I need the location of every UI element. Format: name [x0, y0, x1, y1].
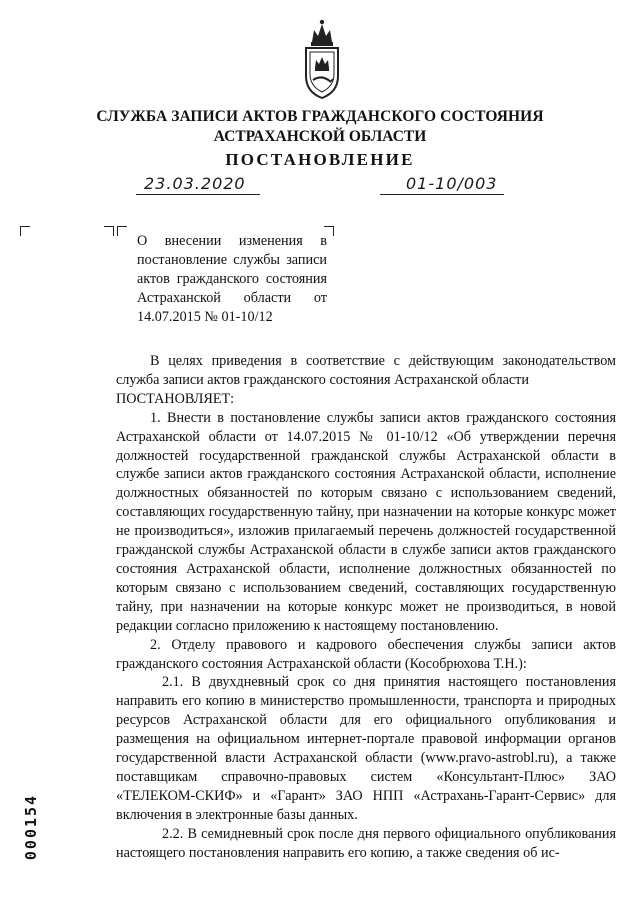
document-subject: О внесении изменения в постановление службы записи актов гражданского состояния Астраханской области от 14.07.2015 № 01-10/12	[137, 233, 327, 325]
handwritten-date: 23.03.2020	[144, 174, 246, 193]
corner-mark	[117, 226, 127, 236]
clause-2-paragraph: 2. Отделу правового и кадрового обеспечения службы записи актов гражданского состояния Астраханской области (Кособрюхова Т.Н.):	[116, 636, 616, 672]
preamble-paragraph: В целях приведения в соответствие с действующим законодательством служба записи актов гражданского состояния Астраханской области	[116, 353, 616, 388]
serial-number-stamp	[6, 792, 56, 862]
coat-of-arms-emblem	[300, 16, 344, 100]
clause-2-1-paragraph: 2.1. В двухдневный срок со дня принятия настоящего постановления направить его копию в министерство промышленности, транспорта и природных ресурсов Астраханской области для его официального опубликования и размещения на официальном интернет-портале правовой информации органов государственной власти Астраханской области (www.pravo-astrobl.ru), а также поставщикам справочно-правовых систем «Консультант-Плюс» ЗАО «ТЕЛЕКОМ-СКИФ» и «Гарант» ЗАО НПП «Астрахань-Гарант-Сервис» для включения в электронные базы данных.	[116, 674, 616, 823]
document-body	[116, 352, 616, 862]
number-field	[380, 172, 504, 195]
clause-1-paragraph: 1. Внести в постановление службы записи актов гражданского состояния Астраханской области от 14.07.2015 № 01-10/12 «Об утверждении перечня должностей государственной гражданской службы Астраханской области в службе записи актов гражданского состояния Астраханской области, исполнение должностных обязанностей по которым связано с использованием сведений, составляющих государственную тайну, при назначении на которые конкурс может не производиться», изложив прилагаемый перечень должностей государственной гражданской службы Астраханской области в службе записи актов гражданского состояния Астраханской области, исполнение должностных обязанностей по которым связано с использованием сведений, составляющих государственную тайну, при назначении на которые конкурс может не производиться, в новой редакции согласно приложению к настоящему постановлению.	[116, 409, 616, 634]
stamp-number: 000154	[22, 793, 40, 861]
date-field	[136, 172, 260, 195]
agency-name-line1: СЛУЖБА ЗАПИСИ АКТОВ ГРАЖДАНСКОГО СОСТОЯНИЯ	[96, 108, 544, 125]
handwritten-number: 01-10/003	[406, 174, 498, 193]
clause-2-2-paragraph: 2.2. В семидневный срок после дня первого официального опубликования настоящего постановления направить его копию, а также сведения об ис-	[116, 825, 616, 861]
agency-name-line2: АСТРАХАНСКОЙ ОБЛАСТИ	[213, 128, 427, 145]
document-type-title: ПОСТАНОВЛЕНИЕ	[225, 150, 415, 169]
corner-mark	[104, 226, 114, 236]
resolves-heading: ПОСТАНОВЛЯЕТ:	[116, 390, 235, 407]
corner-mark	[20, 226, 30, 236]
